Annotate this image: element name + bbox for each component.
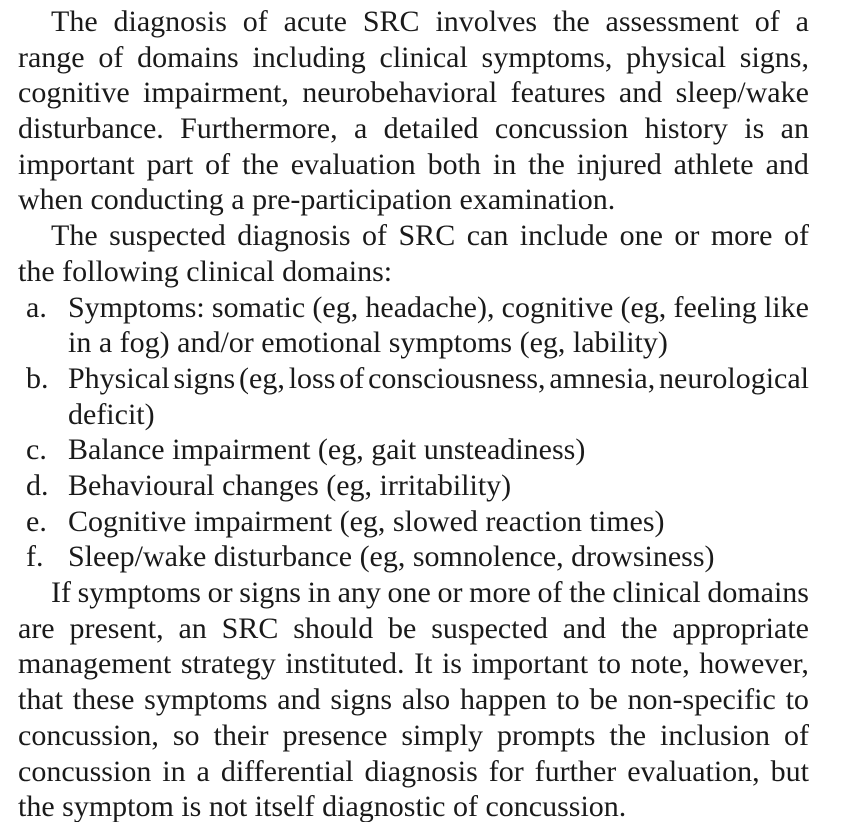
text-line: concussion in a differential diagnosis for further evaluation, but	[18, 754, 809, 788]
text-line: when conducting a pre-participation examination.	[18, 183, 616, 217]
list-item-marker: d.	[26, 468, 49, 502]
text-line: that these symptoms and signs also happen to be non-specific to	[18, 683, 809, 717]
text-line: concussion, so their presence simply prompts the inclusion of	[18, 718, 809, 752]
list-item-marker: e.	[26, 504, 47, 538]
text-line: important part of the evaluation both in the injured athlete and	[18, 147, 809, 181]
list-item-marker: f.	[26, 540, 44, 574]
list-item-symptoms	[18, 290, 809, 361]
list-item-marker: b.	[26, 361, 49, 395]
clinical-domains-list	[18, 290, 809, 576]
list-item-marker: c.	[26, 433, 47, 467]
list-item-marker: a.	[26, 290, 47, 324]
text-line: Cognitive impairment (eg, slowed reaction times)	[68, 504, 665, 538]
text-line: The suspected diagnosis of SRC can include one or more of	[51, 219, 809, 253]
list-item-physical-signs	[18, 361, 809, 432]
text-line: Symptoms: somatic (eg, headache), cognitive (eg, feeling like	[68, 290, 809, 324]
text-line: If symptoms or signs in any one or more of the clinical domains	[51, 576, 809, 610]
text-line: Behavioural changes (eg, irritability)	[68, 468, 512, 502]
text-line: range of domains including clinical symptoms, physical signs,	[18, 40, 809, 74]
list-item-balance	[18, 432, 809, 468]
list-item-behavioural	[18, 468, 809, 504]
list-item-cognitive	[18, 504, 809, 540]
text-line: The diagnosis of acute SRC involves the assessment of a	[51, 5, 809, 38]
text-line: the following clinical domains:	[18, 254, 393, 288]
paragraph-diagnosis-domains	[18, 4, 809, 218]
text-line: in a fog) and/or emotional symptoms (eg, lability)	[68, 326, 668, 360]
paragraph-nonspecific-note	[18, 575, 809, 822]
text-line: management strategy instituted. It is important to note, however,	[18, 647, 809, 681]
text-line: Physical signs (eg, loss of consciousness, amnesia, neurological	[68, 361, 809, 395]
paragraph-suspected-diagnosis	[18, 218, 809, 289]
text-line: cognitive impairment, neurobehavioral features and sleep/wake	[18, 76, 809, 110]
list-item-sleep-wake	[18, 539, 809, 575]
text-line: Balance impairment (eg, gait unsteadiness)	[68, 433, 586, 467]
text-line: the symptom is not itself diagnostic of concussion.	[18, 790, 627, 822]
text-line: Sleep/wake disturbance (eg, somnolence, drowsiness)	[68, 540, 715, 574]
text-line: deficit)	[68, 397, 155, 431]
text-line: disturbance. Furthermore, a detailed concussion history is an	[18, 112, 809, 146]
text-line: are present, an SRC should be suspected and the appropriate	[18, 611, 809, 645]
